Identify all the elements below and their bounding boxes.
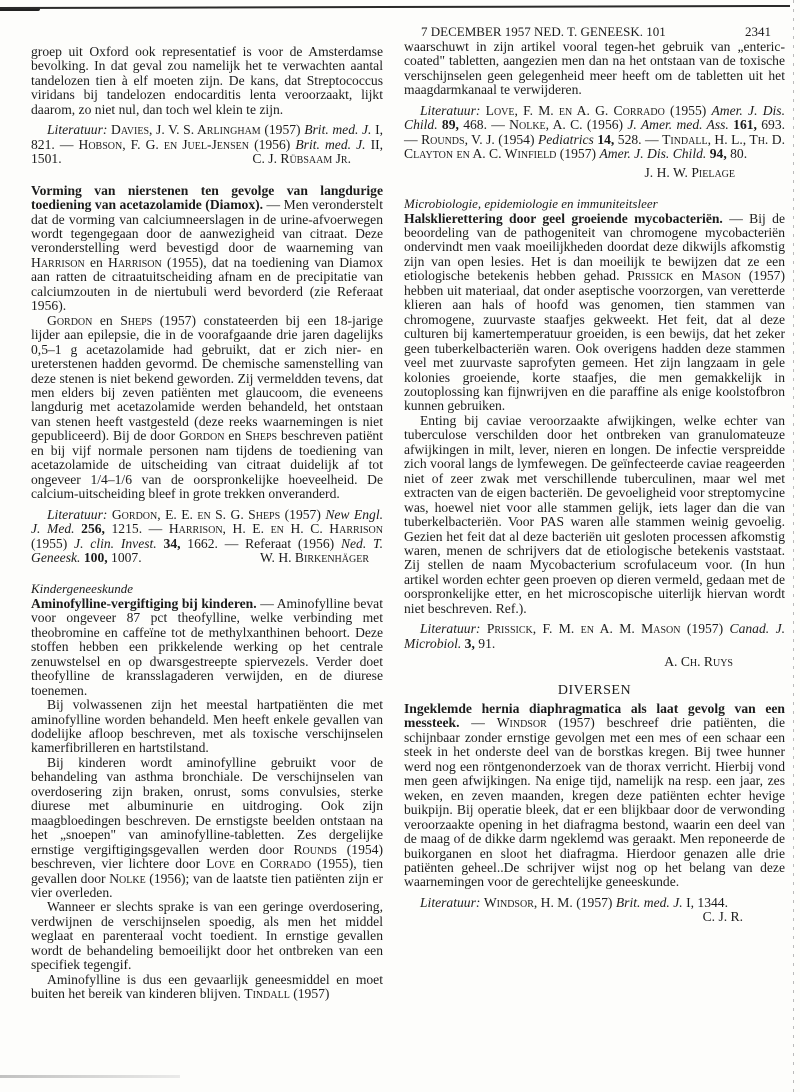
scan-smudge [0,1075,180,1078]
article-title: Halsklierettering door geel groeiende mycobacteriën. [404,210,723,226]
literature-references: Literatuur: Prissick, F. M. en A. M. Mason (1957) Canad. J. Microbiol. 3, 91. [404,621,785,651]
continuation-text: waarschuwt in zijn artikel vooral tegen-het gebruik van „enteric-coated" tabletten, aangezien men dan na het ontstaan van de toxische verschijnselen geen gelegenheid meer heeft om de tabletten uit het maagdarmkanaal te verwijderen. [404,39,785,98]
paragraph: Enting bij caviae veroorzaakte afwijkingen, welke echter van tuberculose verschilden door het ontbreken van granulomateuze afwijkingen in milt, lever, nieren en longen. De infectie verspreidde zich vooral langs de lymfewegen. De geïnfecteerde caviae reageerden niet of zeer zwak met verschillende tuberculinen, maar wel met extracten van de eigen bacteriën. De gevoeligheid voor streptomycine was, hoewel niet voor alle stammen gelijk, iets lager dan die van tuberkelbacteriën. Voor PAS waren alle stammen weinig gevoelig. Gezien het feit dat al deze bacteriën uit gesloten processen afkomstig waren, menen de schrijvers dat de etiologische betekenis vaststaat. Zij stellen de naam Mycobacterium scrofulaceum voor. (In hun artikel worden echter geen proeven op dieren vermeld, gedaan met de oorspronkelijke etter, en het microscopische uiterlijk hiervan wordt niet beschreven. Ref.). [404,412,785,616]
literature-references: Literatuur: Windsor, H. M. (1957) Brit. med. J. I, 1344. [420,894,728,910]
author-signature: W. H. Birkenhäger [259,549,369,565]
literature-references: Literatuur: Davies, J. V. S. Arlingham (1957) Brit. med. J. I, 821. — Hobson, F. G. en Juel-Jensen (1956) Brit. med. J. II, 1501. [31,122,384,167]
header-date: 7 DECEMBER 1957 [421,24,531,39]
page-edge [793,0,794,1092]
paragraph: Aminofylline is dus een gevaarlijk geneesmiddel en moet buiten het bereik van kinderen blijven. Tindall (1957) [31,971,383,1002]
section-heading: DIVERSEN [557,682,632,698]
page-number: 2341 [745,24,771,39]
section-label: Microbiologie, epidemiologie en immuniteitsleer [404,196,658,212]
paragraph: Bij volwassenen zijn het meestal hartpatiënten die met aminofylline worden behandeld. Men heeft enkele gevallen van dodelijke afloop beschreven, met als toxische verschijnselen kamerfibrilleren en hartstilstand. [31,697,383,756]
header-journal: NED. T. GENEESK. 101 [534,24,666,39]
running-header [404,24,785,40]
author-signature: C. J. Rübsaam Jr. [252,151,351,167]
left-column [31,45,383,1002]
top-rule [0,5,790,9]
author-signature: A. Ch. Ruys [664,654,733,670]
literature-label: Literatuur: [47,122,108,138]
author-signature: C. J. R. [702,909,743,925]
article-title: Aminofylline-vergiftiging bij kinderen. [31,595,257,611]
article-hernia: Ingeklemde hernia diaphragmatica als laat gevolg van een messteek. — Windsor (1957) beschreef drie patiënten, die schijnbaar zonder ernstige gevolgen met een mes of een schaar een steek in het onderste deel van de borstkas kregen. Bij twee hunner werd nog een röntgenonderzoek van de thorax verricht. Hierbij vond men geen afwijkingen. Na enige tijd, namelijk na resp. een jaar, zes weken, en zeven maanden, kregen deze patiënten echter hevige buikpijn. Bij operatie bleek, dat er een blijkbaar door de verwonding veroorzaakte opening in het diafragma bestond, waarin een deel van de maag of de dikke darm ngeklemd was geraakt. Men reponeerde de buikorganen en sloot het diafragma. Hierdoor genazen alle drie patiënten geheel..De schrijver wijst nog op het belang van deze waarnemingen voor de gerechtelijke geneeskunde. [404,701,785,890]
article-title: Ingeklemde hernia diaphragmatica als laat gevolg van een messteek. [404,701,785,731]
literature-references: Literatuur: Gordon, E. E. en S. G. Sheps (1957) New Engl. J. Med. 256, 1215. — Harrison, H. E. en H. C. Harrison (1955) J. clin. Invest. 34, 1662. — Referaat (1956) Ned. T. Geneesk. 100, 1007. [31,506,383,565]
author-signature: J. H. W. Pielage [644,164,735,180]
right-column [404,24,785,925]
section-label: Kindergeneeskunde [31,581,134,597]
continuation-text: groep uit Oxford ook representatief is voor de Amsterdamse bevolking. In dat geval zou namelijk het te verwachten aantal tandelozen tien à elf moeten zijn. De kans, dat Streptococcus viridans bij tandelozen endocarditis lenta veroorzaakt, lijkt daarom, zo niet nul, dan toch wel klein te zijn. [31,44,383,117]
article-diamox: Vorming van nierstenen ten gevolge van langdurige toediening van acetazolamide (Diamox). — Men veronderstelt dat de vorming van calciumneerslagen in de urine-afvoerwegen wordt tegengegaan door de aanwezigheid van citraat. Deze veronderstelling werd bevestigd door de waarneming van Harrison en Harrison (1955), dat na toediening van Diamox aan ratten de citraatuitscheiding afnam en de precipitatie van calciumzouten in de niertubuli werd bevorderd (zie Referaat 1956). [31,182,383,314]
article-mycobacterien: Halsklierettering door geel groeiende mycobacteriën. — Bij de beoordeling van de pathogeniteit van chromogene mycobacteriën ondervindt men vaak moeilijkheden doordat deze dikwijls afkomstig zijn van open lesies. Het is dan moeilijk te bewijzen dat ze een etiologische betekenis hebben gehad. Prissick en Mason (1957) hebben uit materiaal, dat onder aseptische voorzorgen, van veretterde klieren aan hals of hoofd was genomen, tien stammen van chromogene, zuurvaste staafjes gekweekt. Het feit, dat al deze culturen bij kamertemperatuur groeiden, is een bewijs, dat het zeker geen tuberkelbacteriën waren. Ook overigens hadden deze stammen veel met zuurvaste saprofyten gemeen. Het zijn langzaam in gele kolonies groeiende, korte staafjes, die men gemakkelijk in zoutoplossing kan fijnwrijven en die paraffine als enige koolstofbron kunnen gebruiken. [404,210,785,414]
literature-references: Literatuur: Love, F. M. en A. G. Corrado (1955) Amer. J. Dis. Child. 89, 468. — Nolke, A. C. (1956) J. Amer. med. Ass. 161, 693. — Rounds, V. J. (1954) Pediatrics 14, 528. — Tindall, H. L., Th. D. Clayton en A. C. Winfield (1957) Amer. J. Dis. Child. 94, 80. [404,102,786,162]
article-title: Vorming van nierstenen ten gevolge van langdurige toediening van acetazolamide (Diamox). [31,182,383,213]
paragraph: Wanneer er slechts sprake is van een geringe overdosering, verdwijnen de verschijnselen spoedig, als men het middel weglaat en parenteraal vocht toedient. In ernstige gevallen wordt de behandeling bemoeilijkt door het ontbreken van een specifiek tegengif. [31,899,383,973]
article-aminofylline: Aminofylline-vergiftiging bij kinderen. — Aminofylline bevat voor ongeveer 87 pct theofylline, welke verbinding met theobromine en caffeïne tot de methylxanthinen behoort. Deze stoffen hebben een prikkelende werking op het centrale zenuwstelsel en op dwarsgestreepte spiervezels. Verder doet theofylline de kransslagaderen verwijden, en de diurese toenemen. [31,595,383,698]
paragraph: Gordon en Sheps (1957) constateerden bij een 18-jarige lijder aan epilepsie, die in de voorafgaande drie jaren dagelijks 0,5–1 g acetazolamide had gebruikt, dat er zich nier- en ureterstenen hadden gevormd. De chemische samenstelling van deze stenen is niet bekend geworden. Zij vermeldden tevens, dat men elders bij zeven patiënten met glaucoom, die eveneens langdurig met acetazolamide werden behandeld, het ontstaan van stenen heeft vastgesteld (deze reeks waarnemingen is niet gepubliceerd). Bij de door Gordon en Sheps beschreven patiënt en bij vijf normale personen nam tijdens de toediening van acetazolamide de uitscheiding van citraat duidelijk af tot ongeveer 1/4–1/6 van de oorspronkelijke hoeveelheid. De calcium-uitscheiding bleef in grote trekken onveranderd. [31,312,383,502]
paragraph: Bij kinderen wordt aminofylline gebruikt voor de behandeling van asthma bronchiale. De verschijnselen van overdosering zijn braken, onrust, soms convulsies, sterke diurese met albuminurie en uitdroging. Ook zijn maagbloedingen beschreven. De ernstigste beelden ontstaan na het „snoepen" van aminofylline-tabletten. Zes dergelijke ernstige vergiftigingsgevallen werden door Rounds (1954) beschreven, vier lichtere door Love en Corrado (1955), tien gevallen door Nolke (1956); van de laatste tien patiënten zijn er vier overleden. [31,754,383,900]
